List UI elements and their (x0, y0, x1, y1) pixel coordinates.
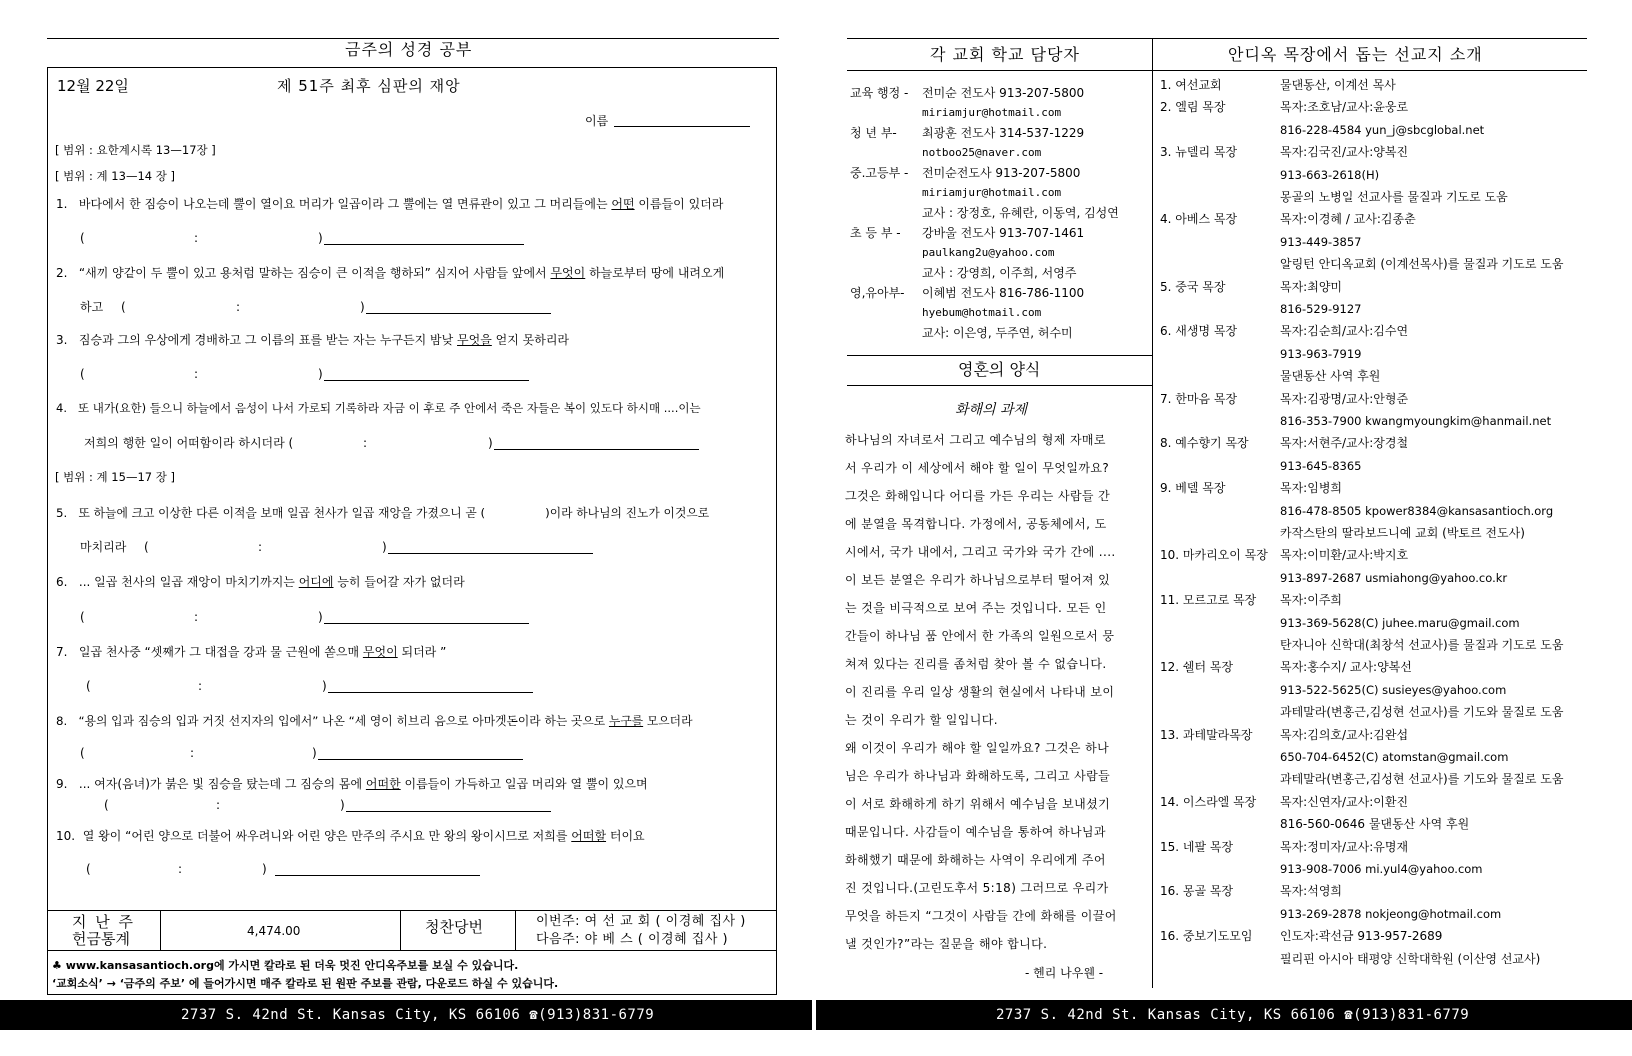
mission-detail: 913-449-3857 (1280, 235, 1362, 249)
mission-detail: 913-269-2878 nokjeong@hotmail.com (1280, 907, 1502, 921)
mission-name: 7. 한마음 목장 (1160, 392, 1238, 406)
paren-open: ( (104, 798, 109, 812)
soul-header: 영혼의 양식 (958, 360, 1041, 379)
offering-label-1: 지 난 주 (72, 913, 136, 931)
question-6: 6. ... 일곱 천사의 일곱 재앙이 마치기까지는 어디에 능히 들어갈 자가 없더라 (56, 575, 465, 589)
study-date: 12월 22일 (57, 77, 129, 95)
paren-close: ) (312, 746, 317, 760)
paren-open: ( (121, 300, 126, 314)
colon: : (198, 679, 203, 693)
paren-open: ( (80, 746, 85, 760)
staff-email[interactable]: miriamjur@hotmail.com (922, 186, 1062, 199)
colon: : (258, 540, 263, 554)
mission-name: 2. 엘림 목장 (1160, 100, 1226, 114)
mission-detail: 816-478-8505 kpower8384@kansasantioch.org (1280, 504, 1554, 518)
essay-line: 무엇을 하든지 “그것이 사람들 간에 화해를 이끌어 (845, 909, 1117, 923)
answer-blank-9[interactable] (346, 811, 551, 812)
soul-rule-bottom (847, 385, 1152, 386)
mission-detail: 목자:김국진/교사:양복진 (1280, 145, 1409, 159)
question-4: 4. 또 내가(요한) 들으니 하늘에서 음성이 나서 가로되 기록하라 자금 이 후로 주 안에서 죽은 자들은 복이 있도다 하시매 ....이는 (56, 401, 701, 415)
mission-detail: 913-897-2687 usmiahong@yahoo.co.kr (1280, 571, 1508, 585)
soul-rule-top (847, 355, 1152, 356)
staff-email[interactable]: miriamjur@hotmail.com (922, 106, 1062, 119)
paren-open: ( (80, 231, 85, 245)
mission-header: 안디옥 목장에서 돕는 선교지 소개 (1228, 45, 1483, 64)
footer-address: 2737 S. 42nd St. Kansas City, KS 66106 ☎(913)831-6779 (996, 1007, 1470, 1023)
mission-name: 3. 뉴델리 목장 (1160, 145, 1238, 159)
name-label: 이름 (585, 114, 609, 128)
answer-blank-2[interactable] (366, 313, 551, 314)
staff-contact: 최광훈 전도사 314-537-1229 (922, 126, 1085, 140)
mission-detail: 물댄동산, 이계선 목사 (1280, 78, 1396, 92)
essay-line: 낼 것인가?”라는 질문을 해야 합니다. (845, 937, 1048, 951)
mission-detail: 816-529-9127 (1280, 302, 1362, 316)
mission-detail: 816-228-4584 yun_j@sbcglobal.net (1280, 123, 1485, 137)
colon: : (216, 798, 221, 812)
colon: : (178, 862, 183, 876)
answer-blank-5[interactable] (388, 553, 593, 554)
essay-title: 화해의 과제 (955, 402, 1028, 418)
colon: : (194, 367, 199, 381)
mission-detail: 목자:임병희 (1280, 481, 1343, 495)
mission-detail: 목자:김순희/교사:김수연 (1280, 324, 1409, 338)
mission-name: 11. 모르고로 목장 (1160, 593, 1257, 607)
staff-email[interactable]: hyebum@hotmail.com (922, 306, 1042, 319)
answer-blank-7[interactable] (328, 692, 533, 693)
mission-detail: 탄자니아 신학대(최창석 선교사)를 물질과 기도로 도움 (1280, 638, 1564, 652)
section-title: 금주의 성경 공부 (345, 40, 473, 59)
mission-name: 15. 네팔 목장 (1160, 840, 1234, 854)
colon: : (190, 746, 195, 760)
table-divider (400, 910, 401, 950)
staff-role: 중.고등부 - (850, 166, 909, 180)
paren-close: ) (318, 610, 323, 624)
range-main: [ 범위 : 요한계시록 13—17장 ] (55, 143, 216, 157)
mission-detail: 목자:이미환/교사:박지호 (1280, 548, 1409, 562)
range-1: [ 범위 : 계 13—14 장 ] (55, 169, 175, 183)
answer-blank-1[interactable] (324, 244, 524, 245)
mission-detail: 알링턴 안디옥교회 (이계선목사)를 물질과 기도로 도움 (1280, 257, 1564, 271)
website-note-2: ‘교회소식’ → ‘금주의 주보’ 에 들어가시면 매주 칼라로 된 원판 주보를 관람, 다운로드 하실 수 있습니다. (52, 977, 559, 990)
staff-contact: 전미순 전도사 913-207-5800 (922, 86, 1085, 100)
essay-author: - 헨리 나우웬 - (1025, 966, 1104, 980)
question-10: 10. 열 왕이 “어린 양으로 더불어 싸우려니와 어린 양은 만주의 주시요 만 왕의 왕이시므로 저희를 어떠할 터이요 (56, 829, 645, 843)
mission-name: 13. 과테말라목장 (1160, 728, 1253, 742)
mission-detail: 913-963-7919 (1280, 347, 1362, 361)
staff-contact: 강바울 전도사 913-707-1461 (922, 226, 1085, 240)
question-5: 5. 또 하늘에 크고 이상한 다른 이적을 보매 일곱 천사가 일곱 재앙을 가졌으니 곧 ( )이라 하나님의 진노가 이것으로 (56, 506, 710, 520)
website-note-1: ♣ www.kansasantioch.org에 가시면 칼라로 된 더욱 멋진 안디옥주보를 보실 수 있습니다. (52, 959, 519, 972)
question-9: 9. ... 여자(음녀)가 붉은 빛 짐승을 탔는데 그 짐승의 몸에 어떠한 이름들이 가득하고 일곱 머리와 열 뿔이 있으며 (56, 777, 648, 791)
mission-name: 16. 몽골 목장 (1160, 884, 1234, 898)
mission-detail: 목자:김의호/교사:김완섭 (1280, 728, 1409, 742)
essay-line: 쳐져 있다는 진리를 좀처럼 찾아 볼 수 없습니다. (845, 657, 1107, 671)
staff-role: 청 년 부- (850, 126, 897, 140)
question-8: 8. “용의 입과 짐승의 입과 거짓 선지자의 입에서” 나온 “세 영이 히브리 음으로 아마겟돈이라 하는 곳으로 누구를 모으더라 (56, 714, 693, 728)
paren-open: ( (80, 610, 85, 624)
mission-detail: 목자:김광명/교사:안형준 (1280, 392, 1409, 406)
staff-header: 각 교회 학교 담당자 (930, 45, 1080, 64)
essay-line: 화해했기 때문에 화해하는 사역이 우리에게 주어 (845, 853, 1106, 867)
paren-open: ( (144, 540, 149, 554)
essay-line: 그것은 화해입니다 어디를 가든 우리는 사람들 간 (845, 489, 1111, 503)
paren-close: ) (318, 367, 323, 381)
question-3: 3. 짐승과 그의 우상에게 경배하고 그 이름의 표를 받는 자는 누구든지 밤낮 무엇을 얻지 못하리라 (56, 333, 570, 347)
paren-open: ( (80, 367, 85, 381)
essay-line: 서 우리가 이 세상에서 해야 할 일이 무엇일까요? (845, 461, 1110, 475)
staff-role: 교육 행정 - (850, 86, 909, 100)
staff-contact: 이혜범 전도사 816-786-1100 (922, 286, 1085, 300)
mission-detail: 목자:신연자/교사:이환진 (1280, 795, 1409, 809)
paren-close: ) (340, 798, 345, 812)
question-5-cont: 마치리라 (80, 540, 127, 554)
essay-line: 간들이 하나님 품 안에서 한 가족의 일원으로서 뭉 (845, 629, 1115, 643)
top-rule-right (847, 38, 1587, 39)
paren-close: ) (360, 300, 365, 314)
mission-name: 5. 중국 목장 (1160, 280, 1226, 294)
mission-name: 16. 중보기도모임 (1160, 929, 1253, 943)
staff-email[interactable]: notboo25@naver.com (922, 146, 1042, 159)
paren-open: ( (86, 679, 91, 693)
mission-name: 14. 이스라엘 목장 (1160, 795, 1257, 809)
essay-line: 님은 우리가 하나님과 화해하도록, 그리고 사람들 (845, 769, 1111, 783)
staff-role: 초 등 부 - (850, 226, 901, 240)
mission-detail: 인도자:곽선금 913-957-2689 (1280, 929, 1443, 943)
answer-blank-10[interactable] (275, 875, 480, 876)
essay-line: 에 분열을 목격합니다. 가정에서, 공동체에서, 도 (845, 517, 1107, 531)
question-2-cont: 하고 (80, 300, 104, 314)
essay-line: 이 진리를 우리 일상 생활의 현실에서 나타내 보이 (845, 685, 1115, 699)
mission-name: 6. 새생명 목장 (1160, 324, 1238, 338)
footer-address: 2737 S. 42nd St. Kansas City, KS 66106 ☎(913)831-6779 (181, 1007, 655, 1023)
colon: : (363, 436, 368, 450)
paren-close: ) (318, 231, 323, 245)
question-2: 2. “새끼 양같이 두 뿔이 있고 용처럼 말하는 짐승이 큰 이적을 행하되” 심지어 사람들 앞에서 무엇이 하늘로부터 땅에 내려오게 (56, 266, 725, 280)
essay-body (845, 433, 1145, 965)
column-divider (1152, 38, 1153, 988)
this-week-duty: 이번주: 여 선 교 회 ( 이경혜 집사 ) (536, 914, 746, 929)
essay-line: 이 보든 분열은 우리가 하나님으로부터 떨어져 있 (845, 573, 1111, 587)
mission-detail: 913-645-8365 (1280, 459, 1362, 473)
essay-line: 는 것을 비극적으로 보여 주는 것입니다. 모든 인 (845, 601, 1107, 615)
mission-detail: 목자:석영희 (1280, 884, 1343, 898)
mission-detail: 몽골의 노병일 선교사를 물질과 기도로 도움 (1280, 190, 1508, 204)
choir-label: 청찬당번 (425, 918, 483, 936)
answer-blank-6[interactable] (324, 623, 529, 624)
table-bottom-rule (47, 950, 777, 951)
paren-open: ( (86, 862, 91, 876)
table-divider (160, 910, 161, 950)
mission-detail: 816-560-0646 물댄동산 사역 후원 (1280, 817, 1470, 831)
mission-detail: 필리핀 아시아 태평양 신학대학원 (이산영 선교사) (1280, 952, 1541, 966)
essay-line: 왜 이것이 우리가 해야 할 일일까요? 그것은 하나 (845, 741, 1110, 755)
mission-detail: 목자:홍수지/ 교사:양복선 (1280, 660, 1412, 674)
mission-detail: 목자:최양미 (1280, 280, 1343, 294)
mission-detail: 목자:이경혜 / 교사:김종춘 (1280, 212, 1416, 226)
lesson-title: 제 51주 최후 심판의 재앙 (277, 77, 461, 95)
staff-teachers: 교사: 이은영, 두주연, 허수미 (922, 326, 1073, 340)
answer-blank-3[interactable] (324, 380, 529, 381)
mission-name: 4. 아베스 목장 (1160, 212, 1238, 226)
staff-teachers: 교사 : 강영희, 이주희, 서영주 (922, 266, 1077, 280)
mission-detail: 카작스탄의 딸라보드니예 교회 (박토르 전도사) (1280, 526, 1525, 540)
paren-close: ) (262, 862, 267, 876)
mission-detail: 650-704-6452(C) atomstan@gmail.com (1280, 750, 1509, 764)
name-blank[interactable] (614, 126, 750, 127)
staff-contact: 전미순전도사 913-207-5800 (922, 166, 1081, 180)
mission-detail: 물댄동산 사역 후원 (1280, 369, 1381, 383)
offering-amount: 4,474.00 (247, 924, 301, 938)
footer-right (816, 1000, 1632, 1030)
mission-name: 10. 마카리오이 목장 (1160, 548, 1268, 562)
mission-detail: 목자:서현주/교사:장경철 (1280, 436, 1409, 450)
top-rule-left (47, 38, 779, 39)
question-4-cont: 저희의 행한 일이 어떠함이라 하시더라 ( (84, 436, 294, 450)
essay-line: 하나님의 자녀로서 그리고 예수님의 형제 자매로 (845, 433, 1106, 447)
offering-label-2: 헌금통계 (72, 930, 130, 948)
mission-name: 1. 여선교회 (1160, 78, 1222, 92)
question-1: 1. 바다에서 한 짐승이 나오는데 뿔이 열이요 머리가 일곱이라 그 뿔에는 열 면류관이 있고 그 머리들에는 어떤 이름들이 있더라 (56, 197, 724, 211)
essay-line: 때문입니다. 사감들이 예수님을 통하여 하나님과 (845, 825, 1106, 839)
range-2: [ 범위 : 계 15—17 장 ] (55, 470, 175, 484)
table-divider (515, 910, 516, 950)
staff-email[interactable]: paulkang2u@yahoo.com (922, 246, 1055, 259)
mission-detail: 816-353-7900 kwangmyoungkim@hanmail.net (1280, 414, 1552, 428)
paren-close: ) (322, 679, 327, 693)
mission-detail: 913-369-5628(C) juhee.maru@gmail.com (1280, 616, 1520, 630)
essay-line: 이 서로 화해하게 하기 위해서 예수님을 보내셨기 (845, 797, 1111, 811)
colon: : (194, 231, 199, 245)
answer-blank-8[interactable] (318, 759, 523, 760)
mission-detail: 목자:정미자/교사:유명재 (1280, 840, 1409, 854)
mission-detail: 913-663-2618(H) (1280, 168, 1380, 182)
staff-teachers: 교사 : 장정호, 유혜란, 이동역, 김성연 (922, 206, 1119, 220)
essay-line: 진 것입니다.(고린도후서 5:18) 그러므로 우리가 (845, 881, 1109, 895)
essay-line: 시에서, 국가 내에서, 그리고 국가와 국가 간에 .... (845, 545, 1116, 559)
essay-line: 는 것이 우리가 할 일입니다. (845, 713, 998, 727)
paren-close: ) (488, 436, 493, 450)
mission-name: 8. 예수향기 목장 (1160, 436, 1249, 450)
mission-name: 9. 베델 목장 (1160, 481, 1226, 495)
paren-close: ) (382, 540, 387, 554)
mission-detail: 과테말라(변홍근,김성현 선교사)를 기도와 물질로 도움 (1280, 705, 1564, 719)
answer-blank-4[interactable] (494, 449, 699, 450)
mission-detail: 913-908-7006 mi.yul4@yahoo.com (1280, 862, 1483, 876)
footer-left (0, 1000, 812, 1030)
mission-detail: 과테말라(변홍근,김성현 선교사)를 기도와 물질로 도움 (1280, 772, 1564, 786)
table-top-rule (47, 910, 777, 911)
staff-role: 영,유아부- (850, 286, 905, 300)
colon: : (236, 300, 241, 314)
next-week-duty: 다음주: 야 베 스 ( 이경혜 집사 ) (536, 932, 729, 947)
mission-name: 12. 쉘터 목장 (1160, 660, 1234, 674)
mission-detail: 913-522-5625(C) susieyes@yahoo.com (1280, 683, 1507, 697)
question-7: 7. 일곱 천사중 “셋째가 그 대접을 강과 물 근원에 쏟으매 무엇이 되더라 ” (56, 645, 447, 659)
colon: : (194, 610, 199, 624)
header-rule-right (847, 70, 1587, 71)
mission-detail: 목자:조호남/교사:윤웅로 (1280, 100, 1409, 114)
mission-detail: 목자:이주희 (1280, 593, 1343, 607)
